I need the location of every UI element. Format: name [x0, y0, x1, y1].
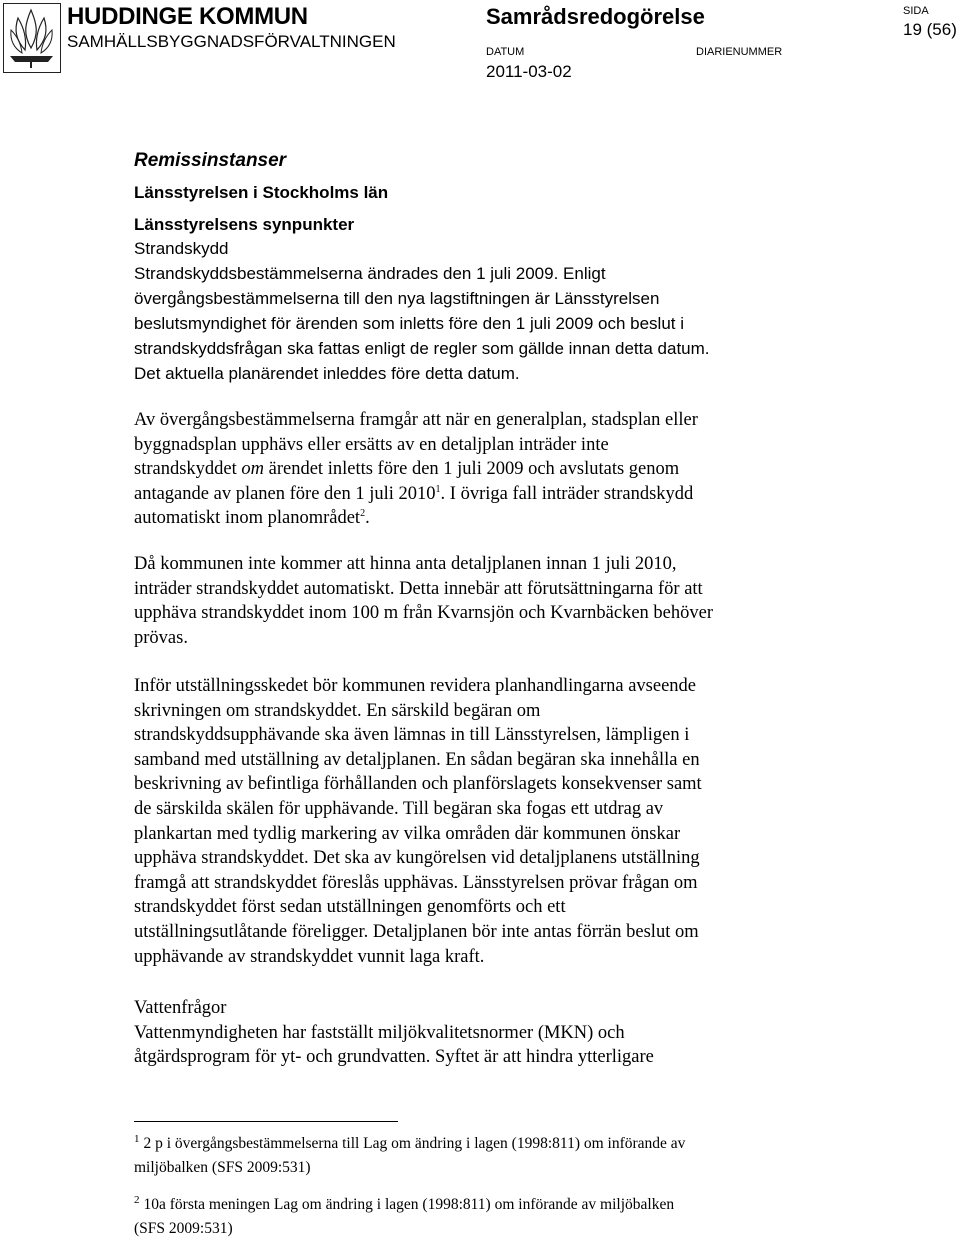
text-line: upphäva strandskyddet. Det ska av kungörelsen vid detaljplanens utställning: [134, 848, 700, 869]
footnote-2: [134, 1193, 674, 1241]
date-value: 2011-03-02: [486, 62, 572, 81]
text-line: strandskyddsfrågan ska fattas enligt de regler som gällde innan detta datum.: [134, 339, 710, 358]
footnote-text: (SFS 2009:531): [134, 1220, 233, 1237]
topic-heading: Strandskydd: [134, 239, 229, 258]
text-line: utställningsutlåtande föreligger. Detaljplanen bör inte antas förrän beslut om: [134, 921, 699, 942]
section-heading: Remissinstanser: [134, 150, 287, 171]
text-line: Inför utställningsskedet bör kommunen revidera planhandlingarna avseende: [134, 676, 697, 696]
page-number: 19 (56): [903, 20, 957, 39]
footnote-ref: 1: [435, 483, 441, 495]
text-segment: antagande av planen före den 1 juli 2010: [134, 483, 436, 504]
text-line: upphävande av strandskyddet vunnit laga kraft.: [134, 946, 485, 967]
document-title: Samrådsredogörelse: [486, 4, 705, 29]
water-heading: Vattenfrågor: [134, 998, 227, 1018]
authority-heading: Länsstyrelsen i Stockholms län: [134, 183, 389, 202]
text-line: beskrivning av befintliga förhållanden och planförslagets konsekvenser samt: [134, 774, 702, 795]
footnote-divider: [134, 1121, 398, 1122]
intro-paragraph: [134, 261, 710, 386]
text-line: de särskilda skälen för upphävande. Till begäran ska fogas ett utdrag av: [134, 798, 664, 819]
text-line: Det aktuella planärendet inleddes före detta datum.: [134, 364, 520, 383]
footnote-text: 2 p i övergångsbestämmelserna till Lag om ändring i lagen (1998:811) om införande av: [143, 1135, 686, 1152]
paragraph-deadline: [134, 552, 713, 650]
text-line: Då kommunen inte kommer att hinna anta detaljplanen innan 1 juli 2010,: [134, 554, 677, 574]
footnote-line: [134, 1193, 674, 1217]
text-line: inträder strandskyddet automatiskt. Detta innebär att förutsättningarna för att: [134, 578, 703, 599]
text-line: framgå att strandskyddet föreslås upphävas. Länsstyrelsen prövar frågan om: [134, 872, 698, 893]
text-line: plankartan med tydlig markering av vilka områden där kommunen önskar: [134, 823, 681, 844]
text-line: Av övergångsbestämmelserna framgår att när en generalplan, stadsplan eller: [134, 410, 698, 430]
organization-name: HUDDINGE KOMMUN: [67, 3, 308, 30]
text-line: upphäva strandskyddet inom 100 m från Kvarnsjön och Kvarnbäcken behöver: [134, 603, 713, 624]
footnote-number: 2: [134, 1194, 140, 1206]
text-line: skrivningen om strandskyddet. En särskild begäran om: [134, 700, 541, 721]
text-line: beslutsmyndighet för ärenden som inletts före den 1 juli 2009 och beslut i: [134, 314, 684, 333]
footnote-text: miljöbalken (SFS 2009:531): [134, 1159, 311, 1176]
footnote-number: 1: [134, 1133, 140, 1145]
emphasis: om: [241, 459, 265, 480]
page-label: SIDA: [903, 5, 929, 17]
text-line: Vattenmyndigheten har fastställt miljökvalitetsnormer (MKN) och: [134, 1022, 625, 1043]
text-line: övergångsbestämmelserna till den nya lagstiftningen är Länsstyrelsen: [134, 289, 660, 308]
text-line: åtgärdsprogram för yt- och grundvatten. Syftet är att hindra ytterligare: [134, 1047, 654, 1068]
text-line: [134, 457, 698, 482]
flame-crown-icon: [4, 4, 59, 71]
footnote-1: [134, 1132, 685, 1180]
municipality-logo: [3, 3, 61, 73]
text-segment: . I övriga fall inträder strandskydd: [440, 483, 694, 504]
organization-block: [67, 2, 396, 52]
footnote-text: 10a första meningen Lag om ändring i lagen (1998:811) om införande av miljöbalken: [143, 1196, 675, 1213]
footnote-line: [134, 1132, 685, 1156]
text-segment: strandskyddet: [134, 459, 242, 480]
department-name: SAMHÄLLSBYGGNADSFÖRVALTNINGEN: [67, 32, 396, 51]
text-line: strandskyddet först sedan utställningen genomförts och ett: [134, 897, 566, 918]
paragraph-exhibition: [134, 674, 702, 969]
paragraph-water: [134, 996, 654, 1070]
text-line: samband med utställning av detaljplanen. En sådan begäran ska innehålla en: [134, 749, 700, 770]
text-line: Strandskyddsbestämmelserna ändrades den 1 juli 2009. Enligt: [134, 264, 606, 283]
subheading: Länsstyrelsens synpunkter: [134, 215, 355, 234]
text-line: [134, 506, 698, 531]
diary-number-label: DIARIENUMMER: [696, 46, 783, 58]
date-label: DATUM: [486, 46, 525, 58]
footnote-ref: 2: [360, 508, 366, 520]
text-segment: ärendet inletts före den 1 juli 2009 och avslutats genom: [264, 459, 680, 480]
text-segment: .: [365, 508, 370, 529]
text-segment: automatiskt inom planområdet: [134, 508, 361, 529]
text-line: [134, 482, 698, 507]
text-line: strandskyddsupphävande ska även lämnas in till Länsstyrelsen, lämpligen i: [134, 725, 690, 746]
paragraph-transition-rules: [134, 408, 698, 531]
text-line: prövas.: [134, 627, 188, 648]
text-line: byggnadsplan upphävs eller ersätts av en detaljplan inträder inte: [134, 434, 609, 455]
